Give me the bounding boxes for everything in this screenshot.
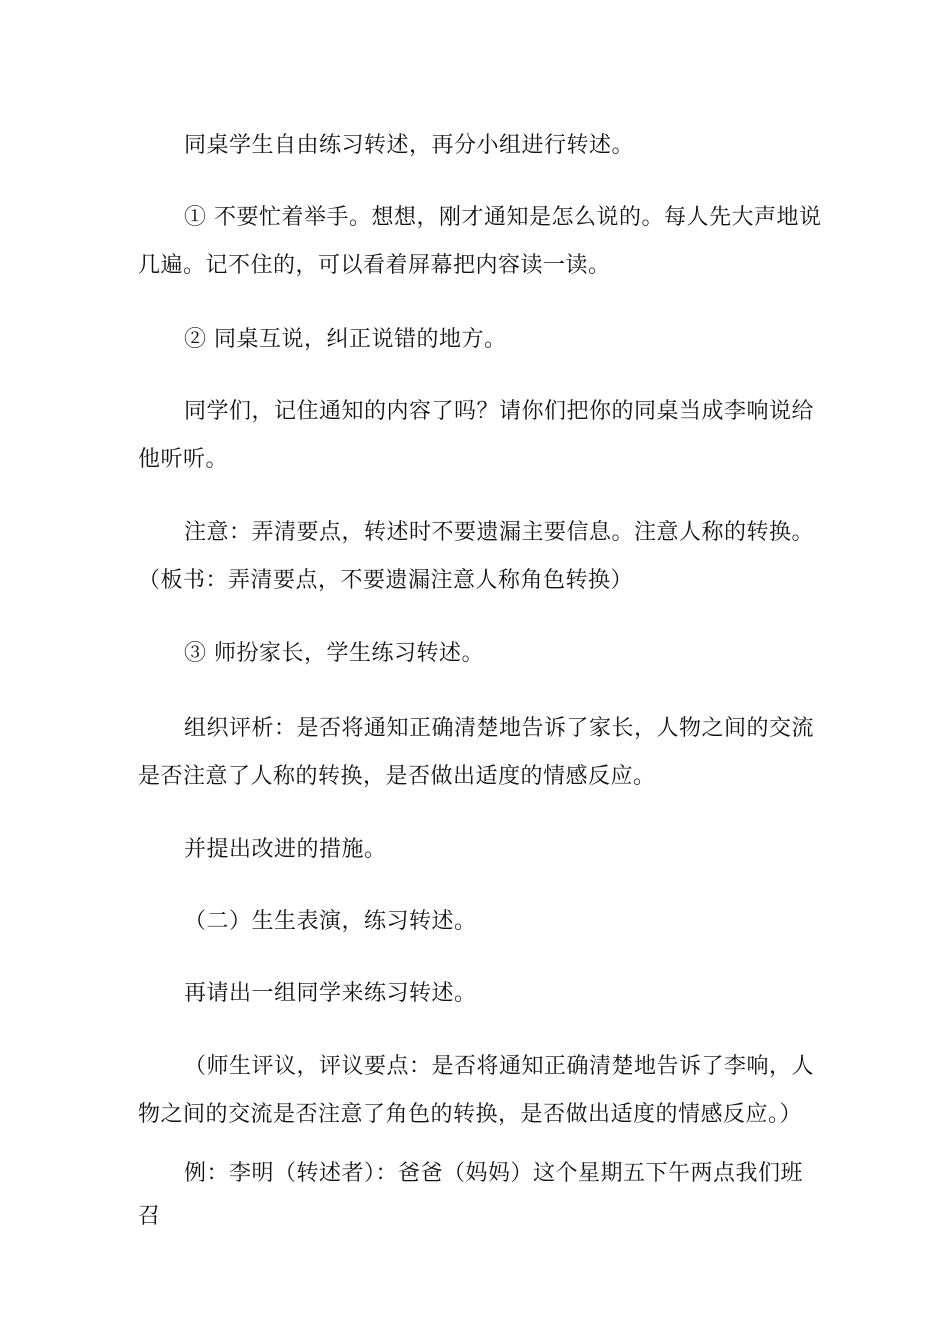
paragraph-3 xyxy=(138,316,818,364)
paragraph-line: 他听听。 xyxy=(138,447,229,472)
paragraph-line: （板书：弄清要点，不要遗漏注意人称角色转换） xyxy=(138,568,634,593)
paragraph-5 xyxy=(138,509,818,605)
paragraph-line: 注意：弄清要点，转述时不要遗漏主要信息。注意人称的转换。 xyxy=(184,520,815,545)
paragraph-line: 是否注意了人称的转换，是否做出适度的情感反应。 xyxy=(138,764,656,789)
paragraph-line: 例：李明（转述者）：爸爸（妈妈）这个星期五下午两点我们班 xyxy=(184,1161,804,1186)
paragraph-line: 再请出一组同学来练习转述。 xyxy=(184,981,477,1006)
paragraph-6 xyxy=(138,630,818,678)
paragraph-line: ② 同桌互说，纠正说错的地方。 xyxy=(184,327,507,352)
paragraph-2 xyxy=(138,194,822,290)
paragraph-9 xyxy=(138,898,818,946)
paragraph-line: 召 xyxy=(138,1204,161,1229)
paragraph-line: 组织评析：是否将通知正确清楚地告诉了家长，人物之间的交流 xyxy=(184,716,815,741)
paragraph-line: ① 不要忙着举手。想想，刚才通知是怎么说的。每人先大声地说 xyxy=(184,205,822,230)
paragraph-line: 几遍。记不住的，可以看着屏幕把内容读一读。 xyxy=(138,253,611,278)
paragraph-line: 并提出改进的措施。 xyxy=(184,837,387,862)
paragraph-line: 同桌学生自由练习转述，再分小组进行转述。 xyxy=(184,133,635,158)
paragraph-12 xyxy=(138,1150,818,1236)
paragraph-10 xyxy=(138,970,818,1018)
paragraph-7 xyxy=(138,705,818,801)
paragraph-1 xyxy=(138,122,818,170)
paragraph-11 xyxy=(138,1043,818,1139)
paragraph-line: 物之间的交流是否注意了角色的转换，是否做出适度的情感反应。） xyxy=(138,1102,803,1127)
paragraph-line: ③ 师扮家长，学生练习转述。 xyxy=(184,641,484,666)
paragraph-line: （师生评议，评议要点：是否将通知正确清楚地告诉了李响，人 xyxy=(184,1054,815,1079)
paragraph-8 xyxy=(138,826,818,874)
paragraph-4 xyxy=(138,388,818,484)
paragraph-line: 同学们，记住通知的内容了吗？请你们把你的同桌当成李响说给 xyxy=(184,399,815,424)
paragraph-line: （二）生生表演，练习转述。 xyxy=(184,909,477,934)
